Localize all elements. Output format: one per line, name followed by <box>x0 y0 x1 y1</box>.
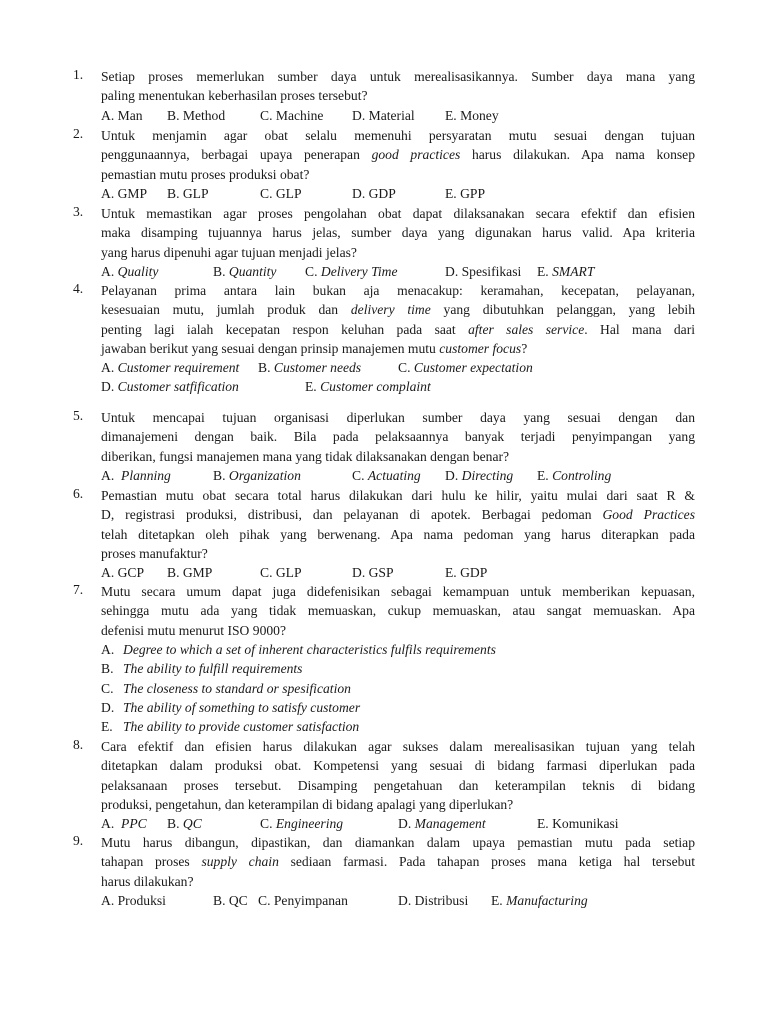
answer-options <box>101 184 701 203</box>
option-e[interactable] <box>537 262 594 281</box>
text-run: penggunaannya, berbagai upaya penerapan <box>101 147 372 163</box>
question-text <box>101 582 695 640</box>
answer-options <box>101 358 701 377</box>
option-letter: C. <box>101 681 114 696</box>
question-line <box>101 505 695 524</box>
question-line: Mutu secara umum dapat juga didefenisikan sebagai kemampuan untuk memberikan kepuasan, <box>101 584 695 599</box>
option-a[interactable] <box>101 466 171 485</box>
emphasis-text: after sales service <box>468 321 585 337</box>
option-e[interactable] <box>537 466 611 485</box>
option-b[interactable] <box>213 466 301 485</box>
question-number: 9. <box>73 833 84 848</box>
option-text: Directing <box>461 468 514 483</box>
question-line: pelaksanaan proses tersebut. Disamping pengetahuan dan keterampilan teknis di bidang <box>101 777 695 793</box>
option-b[interactable]: B. QC <box>213 893 248 908</box>
question-line <box>101 852 695 871</box>
option-d[interactable]: D. Spesifikasi <box>445 264 522 279</box>
answer-options <box>101 563 701 582</box>
answer-options <box>101 814 701 833</box>
option-d[interactable] <box>101 377 239 396</box>
option-letter: C. <box>305 264 318 279</box>
option-b[interactable] <box>101 659 302 678</box>
option-a[interactable] <box>101 640 496 659</box>
option-letter: A. <box>101 468 115 483</box>
question-text <box>101 737 695 815</box>
option-text: Customer satfification <box>117 379 239 394</box>
question-number: 8. <box>73 737 84 752</box>
question-number: 6. <box>73 486 84 501</box>
question-line: proses manufaktur? <box>101 546 208 562</box>
emphasis-text: customer focus <box>439 341 522 357</box>
option-c[interactable] <box>398 358 533 377</box>
option-d[interactable] <box>398 814 486 833</box>
option-letter: D. <box>398 816 412 831</box>
option-letter: D. <box>101 700 115 715</box>
question-text <box>101 67 695 106</box>
option-letter: B. <box>101 661 114 676</box>
question-line <box>101 339 695 358</box>
option-d[interactable] <box>445 466 513 485</box>
option-text: Planning <box>121 468 171 483</box>
text-run: sediaan farmasi. Pada tahapan proses mana ketiga hal tersebut <box>278 854 695 870</box>
option-b[interactable]: B. Method <box>167 108 226 123</box>
option-b[interactable] <box>167 814 202 833</box>
question-line: Mutu harus dibangun, dipastikan, dan diamankan dalam upaya pemastian mutu pada setiap <box>101 835 695 850</box>
option-letter: B. <box>167 816 180 831</box>
option-a[interactable]: A. Produksi <box>101 893 166 908</box>
option-text: QC <box>182 816 202 831</box>
option-a[interactable]: A. GMP <box>101 186 148 201</box>
option-letter: E. <box>537 468 549 483</box>
question-line: sehingga mutu ada yang tidak memuaskan, cukup memuaskan, atau sangat memuaskan. Apa <box>101 603 695 619</box>
option-text: Organization <box>228 468 301 483</box>
text-run: jawaban berikut yang sesuai dengan prinsip manajemen mutu <box>101 341 440 357</box>
option-letter: D. <box>445 468 459 483</box>
option-text: The ability to fulfill requirements <box>123 661 303 676</box>
option-text: Customer expectation <box>413 360 533 375</box>
answer-options <box>101 262 701 281</box>
option-text: Engineering <box>275 816 344 831</box>
question-line <box>101 320 695 339</box>
option-a[interactable]: A. Man <box>101 108 143 123</box>
option-a[interactable] <box>101 262 158 281</box>
question-text <box>101 281 695 359</box>
option-e[interactable]: E. Money <box>445 108 499 123</box>
question-number: 5. <box>73 408 84 423</box>
emphasis-text: delivery time <box>350 302 431 318</box>
option-e[interactable] <box>101 717 359 736</box>
emphasis-text: supply chain <box>201 854 279 870</box>
question-line <box>101 300 695 319</box>
option-a[interactable]: A. GCP <box>101 565 145 580</box>
option-text: Quality <box>117 264 159 279</box>
question-text <box>101 204 695 262</box>
option-c[interactable]: C. Penyimpanan <box>258 893 348 908</box>
option-text: Customer requirement <box>117 360 240 375</box>
option-letter: B. <box>213 264 226 279</box>
question-line: diberikan, fungsi manajemen mana yang tidak dilaksanakan dengan benar? <box>101 448 510 464</box>
question-text <box>101 833 695 891</box>
option-text: Manufacturing <box>506 893 588 908</box>
answer-options <box>101 377 701 396</box>
option-letter: C. <box>260 816 273 831</box>
option-text: The ability of something to satisfy customer <box>123 700 361 715</box>
question-line: defenisi mutu menurut ISO 9000? <box>101 622 286 638</box>
text-run: yang dibutuhkan pelanggan, yang lebih <box>430 302 695 318</box>
question-line: harus dilakukan? <box>101 873 194 889</box>
option-e[interactable] <box>491 891 588 910</box>
option-text: Management <box>414 816 486 831</box>
text-run: . Hal mana dari <box>584 321 695 337</box>
option-letter: A. <box>101 264 115 279</box>
option-c[interactable]: C. GLP <box>260 565 302 580</box>
option-c[interactable] <box>101 679 351 698</box>
question-number: 4. <box>73 281 84 296</box>
text-run: kesesuaian mutu, jumlah produk dan <box>101 302 351 318</box>
question-line: Cara efektif dan efisien harus dilakukan agar sukses dalam merealisasikan tujuan yang telah <box>101 739 695 754</box>
option-a[interactable] <box>101 814 147 833</box>
option-b[interactable] <box>213 262 276 281</box>
question-line: Untuk memastikan agar proses pengolahan obat dapat dilaksanakan secara efektif dan efisien <box>101 206 695 221</box>
option-e[interactable] <box>305 377 431 396</box>
option-text: The ability to provide customer satisfaction <box>123 719 360 734</box>
text-run: tahapan proses <box>101 854 202 870</box>
question-line: produksi, pengetahun, dan keterampilan di bidang apalagi yang diperlukan? <box>101 797 514 813</box>
option-letter: A. <box>101 642 115 657</box>
question-text <box>101 486 695 564</box>
question-line <box>101 145 695 164</box>
answer-options <box>101 466 701 485</box>
option-letter: A. <box>101 816 115 831</box>
text-run: ? <box>521 341 528 357</box>
option-e[interactable]: E. GPP <box>445 186 486 201</box>
option-letter: A. <box>101 360 115 375</box>
answer-options <box>101 106 701 125</box>
emphasis-text: Good Practices <box>602 507 695 523</box>
question-line: telah ditetapkan oleh pihak yang berwenang. Apa nama pedoman yang harus diterapkan pada <box>101 526 695 542</box>
option-letter: E. <box>537 264 549 279</box>
question-line: Setiap proses memerlukan sumber daya untuk merealisasikannya. Sumber daya mana yang <box>101 69 695 84</box>
option-c[interactable]: C. Machine <box>260 108 324 123</box>
option-d[interactable]: D. Distribusi <box>398 893 469 908</box>
option-text: Delivery Time <box>320 264 398 279</box>
answer-options <box>101 891 701 910</box>
option-letter: C. <box>352 468 365 483</box>
option-d[interactable]: D. GSP <box>352 565 394 580</box>
option-c[interactable]: C. GLP <box>260 186 302 201</box>
text-run: harus dilakukan. Apa nama konsep <box>460 147 695 163</box>
option-letter: D. <box>101 379 115 394</box>
option-a[interactable] <box>101 358 239 377</box>
option-text: Degree to which a set of inherent characteristics fulfils requirements <box>123 642 496 657</box>
option-letter: B. <box>258 360 271 375</box>
question-text <box>101 408 695 466</box>
option-d[interactable]: D. Material <box>352 108 415 123</box>
option-e[interactable]: E. GDP <box>445 565 488 580</box>
question-line: Pelayanan prima antara lain bukan aja menacakup: keramahan, kecepatan, pelayanan, <box>101 283 695 298</box>
option-text: PPC <box>121 816 147 831</box>
question-number: 2. <box>73 126 84 141</box>
question-line: Untuk menjamin agar obat selalu memenuhi persyaratan mutu sesuai dengan tujuan <box>101 128 695 143</box>
option-c[interactable] <box>305 262 398 281</box>
option-text: SMART <box>552 264 595 279</box>
question-line: paling menentukan keberhasilan proses tersebut? <box>101 88 368 104</box>
question-number: 7. <box>73 582 84 597</box>
option-d[interactable] <box>101 698 360 717</box>
option-letter: C. <box>398 360 411 375</box>
emphasis-text: good practices <box>371 147 461 163</box>
text-run: penting lagi ialah kecepatan respon keluhan pada saat <box>101 321 469 337</box>
option-b[interactable]: B. GMP <box>167 565 213 580</box>
option-text: Customer needs <box>273 360 362 375</box>
option-text: Customer complaint <box>320 379 431 394</box>
option-letter: E. <box>491 893 503 908</box>
option-letter: B. <box>213 468 226 483</box>
text-run: D, registrasi produksi, distribusi, dan pelayanan di apotek. Berbagai pedoman <box>101 507 603 523</box>
question-line: pemastian mutu proses produksi obat? <box>101 166 310 182</box>
question-number: 3. <box>73 204 84 219</box>
option-b[interactable]: B. GLP <box>167 186 209 201</box>
option-e[interactable]: E. Komunikasi <box>537 816 619 831</box>
question-line: Untuk mencapai tujuan organisasi diperlukan sumber daya yang sesuai dengan dan <box>101 410 695 425</box>
question-line: yang harus dipenuhi agar tujuan menjadi jelas? <box>101 244 357 260</box>
question-number: 1. <box>73 67 84 82</box>
option-letter: E. <box>305 379 317 394</box>
option-text: The closeness to standard or spesification <box>123 681 351 696</box>
option-text: Quantity <box>228 264 277 279</box>
option-text: Actuating <box>367 468 421 483</box>
question-line: Pemastian mutu obat secara total harus dilakukan dari hulu ke hilir, yaitu mulai dari saat R & <box>101 488 695 503</box>
question-line: maka disamping tujuannya harus jelas, sumber daya yang digunakan harus valid. Apa kriteria <box>101 225 695 241</box>
option-text: Controling <box>552 468 612 483</box>
option-c[interactable] <box>352 466 421 485</box>
option-letter: E. <box>101 719 113 734</box>
option-d[interactable]: D. GDP <box>352 186 396 201</box>
question-text <box>101 126 695 184</box>
question-line: dimanajemeni dengan baik. Bila pada pelaksaannya banyak terjadi penyimpangan yang <box>101 429 695 445</box>
option-b[interactable] <box>258 358 361 377</box>
question-line: ditetapkan dalam produksi obat. Kompetensi yang sesuai di bidang farmasi diperlukan pada <box>101 758 695 774</box>
option-c[interactable] <box>260 814 343 833</box>
